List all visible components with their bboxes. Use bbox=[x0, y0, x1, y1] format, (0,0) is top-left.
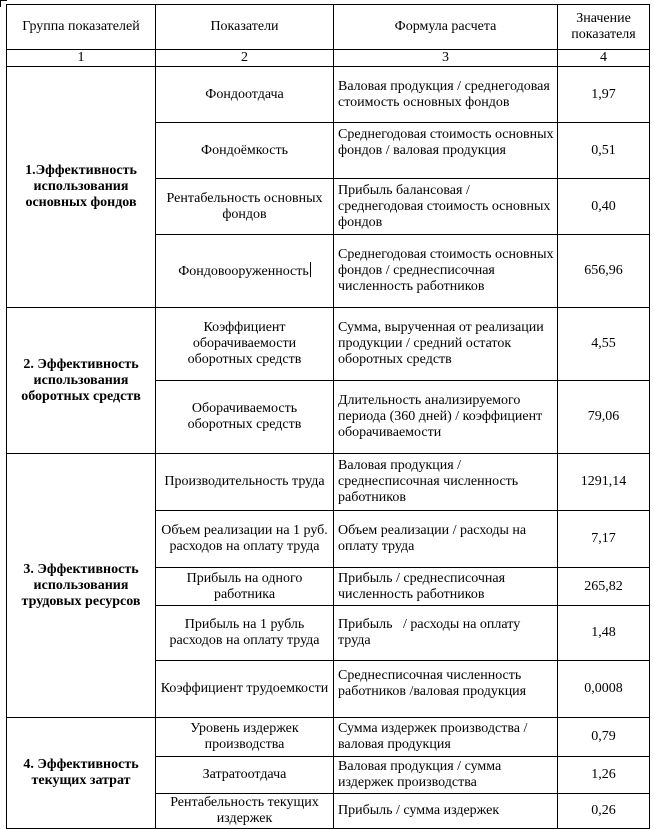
formula-cell: Сумма, вырученная от реализации продукции / средний остаток оборотных средств bbox=[334, 308, 558, 381]
indicator-cell: Производительность труда bbox=[156, 454, 334, 511]
column-number: 4 bbox=[558, 50, 650, 67]
indicator-cell: Рентабельность основных фондов bbox=[156, 179, 334, 235]
formula-cell: Объем реализации / расходы на оплату труда bbox=[334, 511, 558, 568]
indicator-cell: Уровень издержек производства bbox=[156, 718, 334, 757]
indicator-cell bbox=[156, 794, 334, 829]
value-cell: 0,26 bbox=[558, 794, 650, 829]
indicator-text: Рентабельность текущих издержек bbox=[170, 795, 319, 826]
group-name: 3. Эффективность использования трудовых ресурсов bbox=[7, 454, 156, 718]
efficiency-indicators-table bbox=[6, 4, 650, 829]
formula-cell: Валовая продукция / среднегодовая стоимость основных фондов bbox=[334, 67, 558, 123]
value-cell: 0,51 bbox=[558, 123, 650, 179]
indicator-cell: Объем реализации на 1 руб. расходов на оплату труда bbox=[156, 511, 334, 568]
group-name: 1.Эффективность использования основных фондов bbox=[7, 67, 156, 308]
formula-cell bbox=[334, 661, 558, 718]
indicator-cell: Прибыль на одного работника bbox=[156, 568, 334, 606]
value-cell: 1291,14 bbox=[558, 454, 650, 511]
column-number-row bbox=[7, 50, 650, 67]
value-cell: 0,0008 bbox=[558, 661, 650, 718]
formula-cell: Прибыль / расходы на оплату труда bbox=[334, 606, 558, 661]
table-row bbox=[7, 454, 650, 511]
header-formula: Формула расчета bbox=[334, 5, 558, 50]
value-cell: 79,06 bbox=[558, 381, 650, 454]
value-cell: 1,26 bbox=[558, 757, 650, 794]
value-cell: 265,82 bbox=[558, 568, 650, 606]
indicator-cell: Прибыль на 1 рубль расходов на оплату труда bbox=[156, 606, 334, 661]
value-cell: 7,17 bbox=[558, 511, 650, 568]
formula-cell bbox=[334, 123, 558, 179]
table-row bbox=[7, 308, 650, 381]
formula-cell: Прибыль / среднесписочная численность работников bbox=[334, 568, 558, 606]
value-cell: 0,79 bbox=[558, 718, 650, 757]
table-header-row bbox=[7, 5, 650, 50]
column-number: 3 bbox=[334, 50, 558, 67]
column-number: 1 bbox=[7, 50, 156, 67]
value-cell: 656,96 bbox=[558, 235, 650, 308]
indicator-cell: Затратоотдача bbox=[156, 757, 334, 794]
indicator-cell bbox=[156, 235, 334, 308]
value-cell: 0,40 bbox=[558, 179, 650, 235]
formula-text: Среднегодовая стоимость основных фондов / валовая продукция bbox=[338, 126, 554, 158]
formula-text: Среднесписочная численность работников /валовая продукция bbox=[338, 668, 527, 699]
header-value: Значение показателя bbox=[558, 5, 650, 50]
text-cursor-icon bbox=[310, 262, 311, 277]
value-cell: 1,48 bbox=[558, 606, 650, 661]
table-row bbox=[7, 718, 650, 757]
formula-cell: Валовая продукция /среднесписочная численность работников bbox=[334, 454, 558, 511]
formula-cell: Длительность анализируемого периода (360 дней) / коэффициент оборачиваемости bbox=[334, 381, 558, 454]
formula-cell: Валовая продукция / сумма издержек производства bbox=[334, 757, 558, 794]
value-cell: 1,97 bbox=[558, 67, 650, 123]
group-name: 4. Эффективность текущих затрат bbox=[7, 718, 156, 829]
group-name: 2. Эффективность использования оборотных средств bbox=[7, 308, 156, 454]
indicator-cell: Коэффициент оборачиваемости оборотных средств bbox=[156, 308, 334, 381]
indicator-cell: Оборачиваемость оборотных средств bbox=[156, 381, 334, 454]
header-group: Группа показателей bbox=[7, 5, 156, 50]
formula-cell: Прибыль / сумма издержек bbox=[334, 794, 558, 829]
formula-cell: Среднегодовая стоимость основных фондов / среднесписочная численность работников bbox=[334, 235, 558, 308]
value-cell: 4,55 bbox=[558, 308, 650, 381]
table-row bbox=[7, 67, 650, 123]
indicator-cell: Коэффициент трудоемкости bbox=[156, 661, 334, 718]
indicator-cell: Фондоотдача bbox=[156, 67, 334, 123]
indicator-cell: Фондоёмкость bbox=[156, 123, 334, 179]
header-indicator: Показатели bbox=[156, 5, 334, 50]
column-number: 2 bbox=[156, 50, 334, 67]
indicator-text: Фондовооруженность bbox=[178, 264, 309, 279]
formula-cell: Прибыль балансовая / среднегодовая стоимость основных фондов bbox=[334, 179, 558, 235]
formula-cell: Сумма издержек производства / валовая продукция bbox=[334, 718, 558, 757]
